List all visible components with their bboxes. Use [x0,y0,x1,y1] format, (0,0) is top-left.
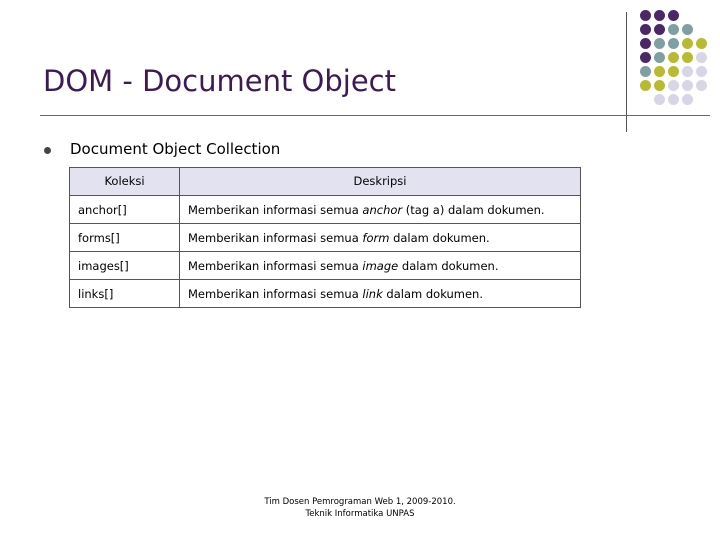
decorative-dot [640,66,651,77]
decorative-dot [654,66,665,77]
collection-name: forms[] [70,224,180,252]
decorative-dot [682,52,693,63]
decorative-dot [668,66,679,77]
collection-table [69,167,581,308]
title-underline [40,115,710,116]
description-term: image [362,258,399,273]
collection-description: Memberikan informasi semua anchor (tag a) dalam dokumen. [180,196,581,224]
decorative-dot [696,66,707,77]
table-row [70,196,581,224]
slide-title: DOM - Document Object [43,64,396,98]
decorative-dot [668,38,679,49]
decorative-dot [654,80,665,91]
decorative-dot [682,94,693,105]
decorative-dot [640,38,651,49]
decorative-dot [668,94,679,105]
bullet-text: Document Object Collection [70,140,281,158]
decorative-dot [640,10,651,21]
table-row [70,280,581,308]
decorative-dot [668,24,679,35]
table-header-row [70,168,581,196]
collection-name: links[] [70,280,180,308]
decorative-dot [668,80,679,91]
description-term: form [362,230,390,245]
decorative-dot [654,10,665,21]
table-row [70,252,581,280]
decorative-dot [682,38,693,49]
decorative-dot [682,66,693,77]
description-term: anchor [362,202,403,217]
collection-name: images[] [70,252,180,280]
decorative-dot [654,52,665,63]
decorative-dot [668,52,679,63]
collection-description: Memberikan informasi semua link dalam dokumen. [180,280,581,308]
decorative-dot [696,52,707,63]
decorative-dot [654,38,665,49]
decorative-dot [640,52,651,63]
collection-name: anchor[] [70,196,180,224]
footer-line-1: Tim Dosen Pemrograman Web 1, 2009-2010. [264,497,456,507]
footer-line-2: Teknik Informatika UNPAS [305,509,415,519]
vertical-divider [626,12,627,132]
decorative-dot [696,80,707,91]
description-term: link [362,286,383,301]
decorative-dot [682,80,693,91]
decorative-dot [654,94,665,105]
table-row [70,224,581,252]
header-deskripsi: Deskripsi [180,168,581,196]
decorative-dot [640,80,651,91]
decorative-dot [668,10,679,21]
decorative-dot [640,24,651,35]
decorative-dot [682,24,693,35]
header-koleksi: Koleksi [70,168,180,196]
collection-description: Memberikan informasi semua image dalam dokumen. [180,252,581,280]
footer [250,496,470,520]
collection-description: Memberikan informasi semua form dalam dokumen. [180,224,581,252]
decorative-dot [654,24,665,35]
decorative-dot [696,38,707,49]
bullet-icon [44,147,51,154]
